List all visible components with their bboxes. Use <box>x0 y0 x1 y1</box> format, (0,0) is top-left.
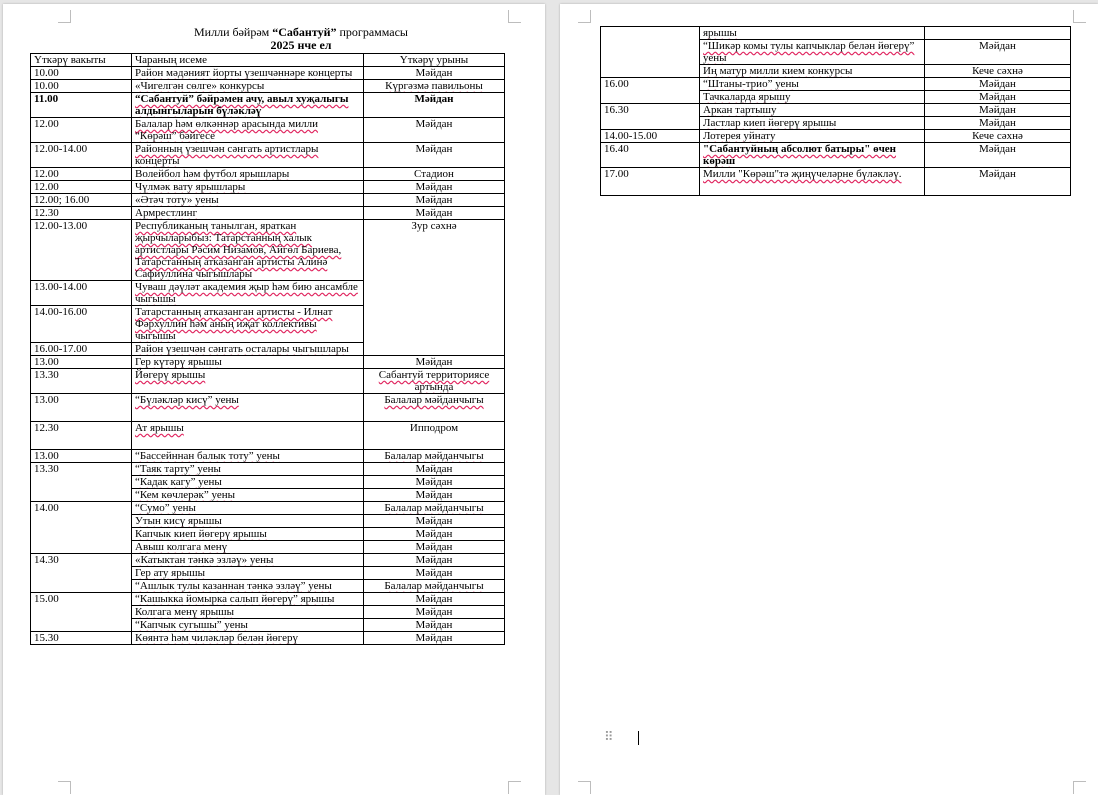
place-cell[interactable]: Стадион <box>364 168 505 181</box>
place-cell[interactable]: Мәйдан <box>364 463 505 476</box>
event-cell[interactable]: Тачкаларда ярышу <box>700 91 925 104</box>
paragraph-handle[interactable] <box>604 728 613 746</box>
event-cell[interactable]: “Бүләкләр кисү” уены <box>132 394 364 422</box>
place-cell[interactable]: Мәйдан <box>925 143 1071 168</box>
table-row <box>31 168 505 181</box>
table-row <box>601 27 1071 40</box>
place-cell[interactable]: Балалар мәйданчыгы <box>364 450 505 463</box>
event-cell[interactable]: Гер ату ярышы <box>132 567 364 580</box>
time-cell[interactable]: 14.30 <box>31 554 132 593</box>
time-cell[interactable]: 13.00 <box>31 356 132 369</box>
header-cell: Чараның исеме <box>132 54 364 67</box>
time-cell[interactable]: 16.40 <box>601 143 700 168</box>
table-row <box>601 168 1071 196</box>
event-cell[interactable]: “Таяк тарту” уены <box>132 463 364 476</box>
event-cell[interactable]: Утын кисү ярышы <box>132 515 364 528</box>
schedule-table <box>30 53 505 645</box>
place-cell[interactable]: Мәйдан <box>364 93 505 118</box>
event-cell[interactable]: Районның үзешчән сәнгать артистлары концерты <box>132 143 364 168</box>
table-row <box>31 422 505 450</box>
table-row <box>31 67 505 80</box>
page-corner-mark <box>1073 10 1086 23</box>
table-row <box>31 143 505 168</box>
table-row <box>31 80 505 93</box>
table-row <box>31 463 505 476</box>
place-cell[interactable]: Мәйдан <box>364 619 505 632</box>
place-cell[interactable]: Зур сәхнә <box>364 220 505 356</box>
place-cell[interactable]: Мәйдан <box>364 632 505 645</box>
table-row <box>31 593 505 606</box>
event-cell[interactable]: Милли "Көрәш"тә җиңүчеләрне бүләкләү. <box>700 168 925 196</box>
event-cell[interactable]: Татарстанның атказанган артисты - Илнат Фәрхуллин һәм аның иҗат коллективы чыгышы <box>132 306 364 343</box>
event-cell[interactable]: “Ашлык тулы казаннан тәнкә эзләү” уены <box>132 580 364 593</box>
time-cell[interactable]: 12.00 <box>31 118 132 143</box>
event-cell[interactable]: Чуваш дәүләт академия җыр һәм бию ансамбле чыгышы <box>132 281 364 306</box>
table-row <box>31 450 505 463</box>
place-cell[interactable]: Мәйдан <box>364 194 505 207</box>
table-row <box>601 143 1071 168</box>
place-cell[interactable]: Мәйдан <box>364 118 505 143</box>
event-cell[interactable]: Аркан тартышу <box>700 104 925 117</box>
place-cell[interactable]: Мәйдан <box>364 541 505 554</box>
time-cell[interactable]: 14.00-16.00 <box>31 306 132 343</box>
place-cell[interactable]: Мәйдан <box>364 67 505 80</box>
place-cell[interactable]: Мәйдан <box>364 528 505 541</box>
page-corner-mark <box>578 10 591 23</box>
place-cell[interactable]: Мәйдан <box>925 91 1071 104</box>
time-cell[interactable]: 12.00 <box>31 168 132 181</box>
time-cell[interactable]: 12.30 <box>31 422 132 450</box>
page-corner-mark <box>508 10 521 23</box>
place-cell[interactable]: Мәйдан <box>364 593 505 606</box>
time-cell[interactable]: 13.00-14.00 <box>31 281 132 306</box>
event-cell[interactable]: «Әтәч тоту» уены <box>132 194 364 207</box>
table-row <box>31 632 505 645</box>
time-cell[interactable]: 13.00 <box>31 450 132 463</box>
time-cell[interactable]: 16.00-17.00 <box>31 343 132 356</box>
event-cell[interactable]: Район мәдәният йорты үзешчәннәре концерты <box>132 67 364 80</box>
event-cell[interactable]: "Сабантуйның абсолют батыры" өчен көрәш <box>700 143 925 168</box>
event-cell[interactable]: Колгага менү ярышы <box>132 606 364 619</box>
table-row <box>31 394 505 422</box>
table-row <box>601 130 1071 143</box>
place-cell[interactable]: Балалар мәйданчыгы <box>364 502 505 515</box>
table-row <box>31 181 505 194</box>
time-cell[interactable]: 13.30 <box>31 463 132 502</box>
event-cell[interactable]: Республиканың танылган, яраткан җырчыларыбыз: Татарстанның халык артистлары Рәсим Низамов, Айгөл Бариева, Татарстанның атказанган артисты Алинә Сафиуллина чыгышлары <box>132 220 364 281</box>
event-cell[interactable]: Район үзешчән сәнгать осталары чыгышлары <box>132 343 364 356</box>
event-cell[interactable]: Ластлар киеп йөгерү ярышы <box>700 117 925 130</box>
page-corner-mark <box>58 10 71 23</box>
time-cell[interactable]: 10.00 <box>31 80 132 93</box>
place-cell[interactable]: Мәйдан <box>364 207 505 220</box>
event-cell[interactable]: “Сабантуй” бәйрәмен ачу, авыл хуҗалыгы алдынгыларын бүләкләү <box>132 93 364 118</box>
event-cell[interactable]: Армрестлинг <box>132 207 364 220</box>
place-cell[interactable]: Күргәзмә павильоны <box>364 80 505 93</box>
table-row <box>31 93 505 118</box>
place-cell[interactable]: Ипподром <box>364 422 505 450</box>
table-row <box>31 369 505 394</box>
time-cell[interactable]: 15.00 <box>31 593 132 632</box>
time-cell[interactable]: 14.00 <box>31 502 132 554</box>
place-cell[interactable]: Мәйдан <box>925 168 1071 196</box>
place-cell[interactable]: Мәйдан <box>364 356 505 369</box>
place-cell[interactable]: Мәйдан <box>925 104 1071 117</box>
place-cell[interactable]: Мәйдан <box>925 117 1071 130</box>
place-cell[interactable]: Мәйдан <box>364 554 505 567</box>
event-cell[interactable]: “Бассейннан балык тоту” уены <box>132 450 364 463</box>
place-cell[interactable] <box>925 27 1071 40</box>
event-cell[interactable]: “Капчык сугышы” уены <box>132 619 364 632</box>
event-cell[interactable]: “Кем көчлерәк” уены <box>132 489 364 502</box>
event-cell[interactable]: Йөгерү ярышы <box>132 369 364 394</box>
page-corner-mark <box>58 781 71 794</box>
place-cell[interactable]: Мәйдан <box>364 567 505 580</box>
table-row <box>601 104 1071 117</box>
event-cell[interactable]: “Кадак кагу” уены <box>132 476 364 489</box>
event-cell[interactable]: Ат ярышы <box>132 422 364 450</box>
place-cell[interactable]: Балалар мәйданчыгы <box>364 394 505 422</box>
time-cell[interactable]: 15.30 <box>31 632 132 645</box>
event-cell[interactable]: “Штаны-трио” уены <box>700 78 925 91</box>
document-page-2[interactable] <box>560 4 1098 795</box>
event-cell[interactable]: Иң матур милли кием конкурсы <box>700 65 925 78</box>
event-cell[interactable]: Авыш колгага менү <box>132 541 364 554</box>
time-cell[interactable]: 12.00-13.00 <box>31 220 132 281</box>
time-cell[interactable]: 12.00; 16.00 <box>31 194 132 207</box>
time-cell[interactable]: 13.00 <box>31 394 132 422</box>
table-row <box>601 78 1071 91</box>
event-cell[interactable]: Лотерея уйнату <box>700 130 925 143</box>
place-cell[interactable]: Кече сәхнә <box>925 65 1071 78</box>
time-cell[interactable]: 10.00 <box>31 67 132 80</box>
time-cell[interactable]: 16.30 <box>601 104 700 130</box>
time-cell[interactable]: 12.00-14.00 <box>31 143 132 168</box>
place-cell[interactable]: Мәйдан <box>364 476 505 489</box>
page-corner-mark <box>1073 781 1086 794</box>
page-corner-mark <box>578 781 591 794</box>
place-cell[interactable]: Мәйдан <box>925 40 1071 65</box>
schedule-table-continued <box>600 26 1071 196</box>
event-cell[interactable]: “Кашыкка йомырка салып йөгерү” ярышы <box>132 593 364 606</box>
place-cell[interactable]: Кече сәхнә <box>925 130 1071 143</box>
time-cell[interactable]: 12.30 <box>31 207 132 220</box>
place-cell[interactable]: Сабантуй территориясе артында <box>364 369 505 394</box>
time-cell[interactable]: 17.00 <box>601 168 700 196</box>
header-cell: Үткәрү урыны <box>364 54 505 67</box>
place-cell[interactable]: Мәйдан <box>364 606 505 619</box>
event-cell[interactable]: ярышы <box>700 27 925 40</box>
table-header-row <box>31 54 505 67</box>
time-cell[interactable] <box>601 27 700 78</box>
time-cell[interactable]: 12.00 <box>31 181 132 194</box>
page-corner-mark <box>508 781 521 794</box>
place-cell[interactable]: Мәйдан <box>364 181 505 194</box>
document-page-1[interactable] <box>3 4 545 795</box>
event-cell[interactable]: Балалар һәм өлкәннәр арасында милли “Көрәш” бәйгесе <box>132 118 364 143</box>
document-title: Милли бәйрәм “Сабантуй” программасы 2025 нче ел <box>194 25 408 52</box>
time-cell[interactable]: 16.00 <box>601 78 700 104</box>
table-row <box>31 118 505 143</box>
table-row <box>31 502 505 515</box>
time-cell[interactable]: 11.00 <box>31 93 132 118</box>
event-cell[interactable]: Капчык киеп йөгерү ярышы <box>132 528 364 541</box>
event-cell[interactable]: Көянтә һәм чиләкләр белән йөгерү <box>132 632 364 645</box>
header-cell: Үткәрү вакыты <box>31 54 132 67</box>
text-caret <box>638 731 639 745</box>
place-cell[interactable]: Мәйдан <box>364 489 505 502</box>
table-row <box>31 220 505 281</box>
time-cell[interactable]: 14.00-15.00 <box>601 130 700 143</box>
place-cell[interactable]: Мәйдан <box>364 143 505 168</box>
table-row <box>31 194 505 207</box>
place-cell[interactable]: Балалар мәйданчыгы <box>364 580 505 593</box>
table-row <box>31 554 505 567</box>
event-cell[interactable]: Гер күтәрү ярышы <box>132 356 364 369</box>
place-cell[interactable]: Мәйдан <box>364 515 505 528</box>
place-cell[interactable]: Мәйдан <box>925 78 1071 91</box>
event-cell[interactable]: Волейбол һәм футбол ярышлары <box>132 168 364 181</box>
event-cell[interactable]: «Чигелгән сөлге» конкурсы <box>132 80 364 93</box>
event-cell[interactable]: Чүлмәк вату ярышлары <box>132 181 364 194</box>
time-cell[interactable]: 13.30 <box>31 369 132 394</box>
event-cell[interactable]: «Катыктан тәнкә эзләү» уены <box>132 554 364 567</box>
event-cell[interactable]: “Сумо” уены <box>132 502 364 515</box>
drag-handle-icon[interactable]: ⠿ <box>604 730 613 745</box>
table-row <box>31 207 505 220</box>
table-row <box>31 356 505 369</box>
event-cell[interactable]: “Шикәр комы тулы капчыклар белән йөгерү” уены <box>700 40 925 65</box>
